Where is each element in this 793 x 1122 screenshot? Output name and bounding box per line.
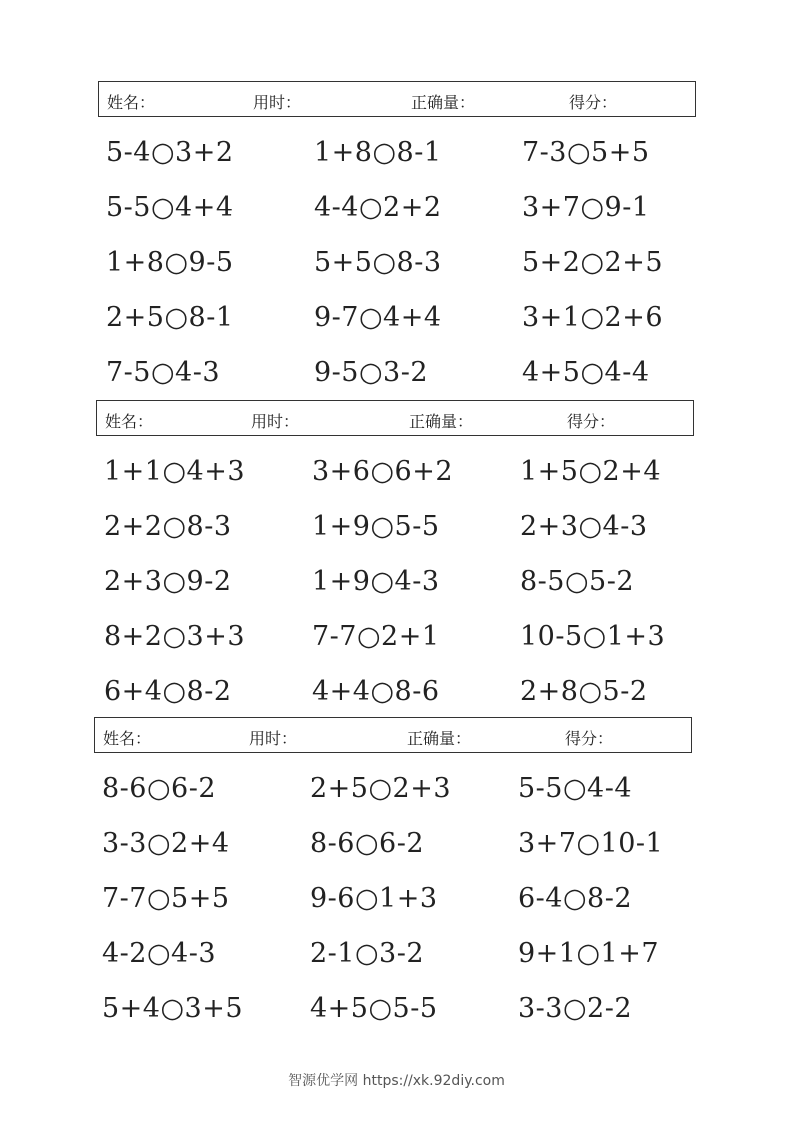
score-label: 得分：	[569, 93, 618, 112]
problem: 3-3○2-2	[518, 993, 633, 1024]
problem: 9-5○3-2	[314, 357, 429, 388]
problem: 4+5○4-4	[522, 357, 650, 388]
name-label: 姓名：	[103, 729, 152, 748]
problem: 3+6○6+2	[312, 456, 454, 487]
problem: 2+3○9-2	[104, 566, 232, 597]
problem: 5-4○3+2	[106, 137, 234, 168]
problem: 1+1○4+3	[104, 456, 246, 487]
info-header	[94, 717, 692, 753]
problem: 5+5○8-3	[314, 247, 442, 278]
problem: 5+2○2+5	[522, 247, 664, 278]
problem: 4+4○8-6	[312, 676, 440, 707]
problem: 3+1○2+6	[522, 302, 664, 333]
problem: 1+5○2+4	[520, 456, 662, 487]
problem: 3+7○10-1	[518, 828, 664, 859]
score-label: 得分：	[567, 412, 616, 431]
problem: 2+2○8-3	[104, 511, 232, 542]
problem: 10-5○1+3	[520, 621, 666, 652]
problem: 6+4○8-2	[104, 676, 232, 707]
problem: 2+3○4-3	[520, 511, 648, 542]
problem: 9-6○1+3	[310, 883, 438, 914]
problem: 1+8○9-5	[106, 247, 234, 278]
time-label: 用时：	[253, 93, 302, 112]
problem: 8-5○5-2	[520, 566, 635, 597]
info-header	[96, 400, 694, 436]
accuracy-label: 正确量：	[411, 93, 476, 112]
problem: 5-5○4-4	[518, 773, 633, 804]
problem: 8-6○6-2	[102, 773, 217, 804]
problem: 8-6○6-2	[310, 828, 425, 859]
problem: 6-4○8-2	[518, 883, 633, 914]
problem: 9-7○4+4	[314, 302, 442, 333]
name-label: 姓名：	[107, 93, 156, 112]
problem: 3-3○2+4	[102, 828, 230, 859]
problem: 2+5○8-1	[106, 302, 234, 333]
problem: 3+7○9-1	[522, 192, 650, 223]
problem: 2+8○5-2	[520, 676, 648, 707]
problem: 4-2○4-3	[102, 938, 217, 969]
problem: 4-4○2+2	[314, 192, 442, 223]
problem: 1+8○8-1	[314, 137, 442, 168]
time-label: 用时：	[251, 412, 300, 431]
problem: 1+9○4-3	[312, 566, 440, 597]
problem: 7-7○2+1	[312, 621, 440, 652]
problem: 7-7○5+5	[102, 883, 230, 914]
time-label: 用时：	[249, 729, 298, 748]
problem: 8+2○3+3	[104, 621, 246, 652]
name-label: 姓名：	[105, 412, 154, 431]
accuracy-label: 正确量：	[409, 412, 474, 431]
score-label: 得分：	[565, 729, 614, 748]
problem: 7-3○5+5	[522, 137, 650, 168]
problem: 4+5○5-5	[310, 993, 438, 1024]
problem: 2-1○3-2	[310, 938, 425, 969]
info-header	[98, 81, 696, 117]
problem: 7-5○4-3	[106, 357, 221, 388]
footer-watermark: 智源优学网 https://xk.92diy.com	[288, 1073, 505, 1089]
problem: 1+9○5-5	[312, 511, 440, 542]
accuracy-label: 正确量：	[407, 729, 472, 748]
problem: 9+1○1+7	[518, 938, 660, 969]
problem: 5-5○4+4	[106, 192, 234, 223]
problem: 2+5○2+3	[310, 773, 452, 804]
problem: 5+4○3+5	[102, 993, 244, 1024]
